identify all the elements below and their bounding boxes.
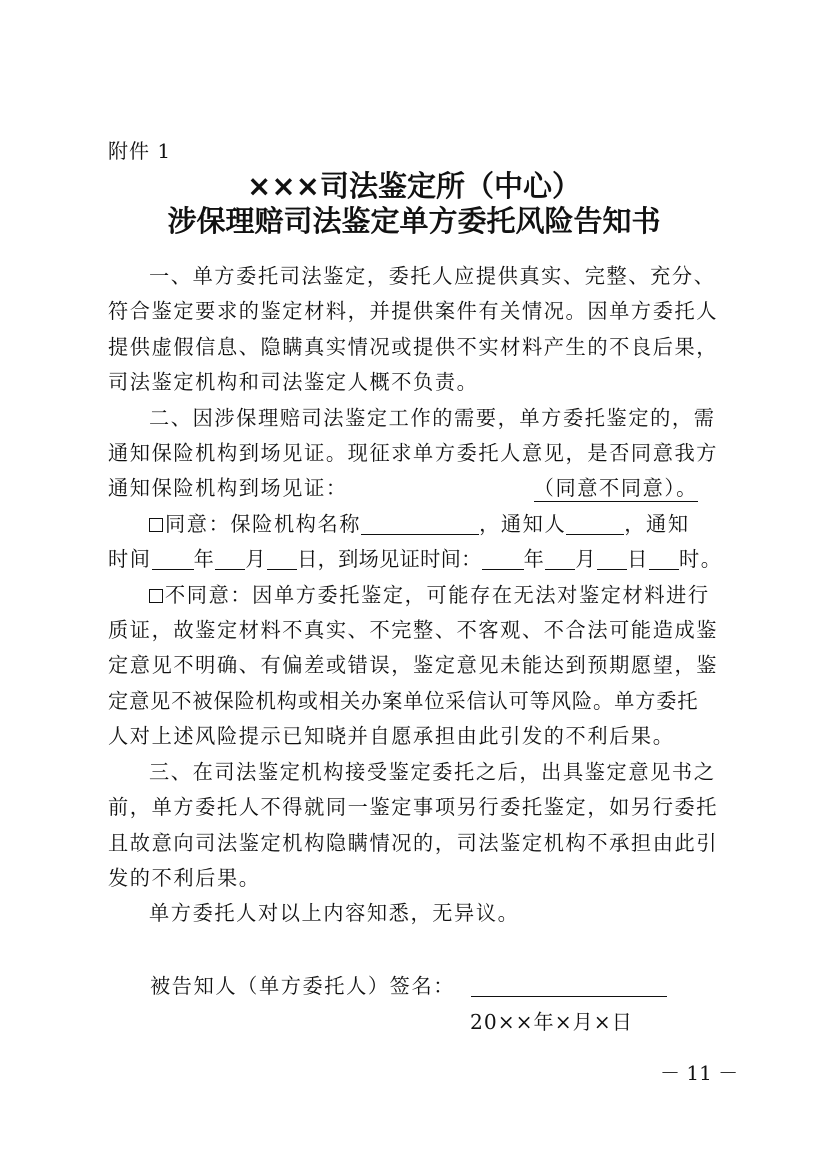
agree-line-1	[108, 507, 720, 542]
section-1	[108, 259, 720, 401]
section-3-line: 且故意向司法鉴定机构隐瞒情况的，司法鉴定机构不承担由此引	[108, 830, 719, 855]
agree-option	[108, 507, 723, 578]
section-2-prefix: 通知保险机构到场见证：	[108, 476, 348, 501]
month-label-2: 月	[575, 547, 598, 572]
notify-label: ，通知	[624, 511, 690, 536]
section-2-line: 二、因涉保理赔司法鉴定工作的需要，单方委托鉴定的，需	[149, 405, 716, 430]
witness-hour-blank[interactable]	[649, 545, 679, 570]
time-label: 时间	[108, 547, 152, 572]
notify-year-blank[interactable]	[152, 545, 194, 570]
signature-blank[interactable]	[471, 972, 667, 997]
agree-line-2	[108, 542, 723, 577]
disagree-line: 定意见不明确、有偏差或错误，鉴定意见未能达到预期愿望，鉴	[108, 653, 719, 678]
section-3-line: 前，单方委托人不得就同一鉴定事项另行委托鉴定，如另行委托	[108, 795, 719, 820]
acknowledgement	[108, 896, 720, 931]
notify-person-label: ，通知人	[479, 511, 567, 536]
signature-label: 被告知人（单方委托人）签名：	[150, 974, 456, 998]
notify-day-blank[interactable]	[267, 545, 297, 570]
year-label: 年	[193, 547, 216, 572]
agree-checkbox[interactable]	[149, 518, 163, 532]
section-1-line: 司法鉴定机构和司法鉴定人概不负责。	[108, 370, 479, 395]
section-3	[108, 755, 720, 897]
acknowledgement-text: 单方委托人对以上内容知悉，无异议。	[149, 901, 520, 926]
year-label-2: 年	[523, 547, 546, 572]
disagree-checkbox[interactable]	[149, 589, 163, 603]
section-1-line: 提供虚假信息、隐瞒真实情况或提供不实材料产生的不良后果，	[108, 334, 719, 359]
disagree-line-1	[108, 578, 720, 613]
section-1-line: 符合鉴定要求的鉴定材料，并提供案件有关情况。因单方委托人	[108, 299, 719, 324]
witness-day-blank[interactable]	[597, 545, 627, 570]
section-2	[108, 401, 720, 507]
section-2-suffix: （同意不同意）。	[533, 476, 698, 501]
consent-blank[interactable]	[352, 475, 534, 499]
month-label: 月	[245, 547, 268, 572]
section-3-line: 发的不利后果。	[108, 865, 261, 890]
day-separator: 日，到场见证时间：	[297, 547, 482, 572]
document-body	[108, 259, 723, 932]
insurer-name-blank[interactable]	[361, 510, 479, 535]
attachment-label: 附件 1	[108, 139, 172, 163]
institution-title: ×××司法鉴定所（中心）	[247, 169, 581, 203]
disagree-line: 质证，故鉴定材料不真实、不完整、不客观、不合法可能造成鉴	[108, 618, 719, 643]
signature-row	[150, 970, 667, 999]
document-title: 涉保理赔司法鉴定单方委托风险告知书	[167, 204, 661, 238]
section-1-line: 一、单方委托司法鉴定，委托人应提供真实、完整、充分、	[149, 264, 716, 288]
notify-month-blank[interactable]	[215, 545, 245, 570]
disagree-option	[108, 578, 720, 755]
hour-label: 时。	[678, 547, 723, 572]
disagree-line: 人对上述风险提示已知晓并自愿承担由此引发的不利后果。	[108, 724, 675, 749]
witness-month-blank[interactable]	[545, 545, 575, 570]
disagree-text: 不同意：因单方委托鉴定，可能存在无法对鉴定材料进行	[165, 582, 710, 607]
notify-person-blank[interactable]	[566, 510, 624, 535]
section-3-line: 三、在司法鉴定机构接受鉴定委托之后，出具鉴定意见书之	[149, 759, 716, 784]
day-label-2: 日	[627, 547, 649, 572]
agree-label: 同意：保险机构名称	[165, 511, 362, 536]
witness-year-blank[interactable]	[482, 545, 524, 570]
signature-date: 20××年×月×日	[470, 1010, 633, 1034]
disagree-line: 定意见不被保险机构或相关办案单位采信认可等风险。单方委托	[108, 688, 699, 713]
page-number: － 11 －	[660, 1061, 739, 1085]
section-2-line-3	[108, 471, 720, 506]
section-2-line: 通知保险机构到场见证。现征求单方委托人意见，是否同意我方	[108, 441, 719, 466]
